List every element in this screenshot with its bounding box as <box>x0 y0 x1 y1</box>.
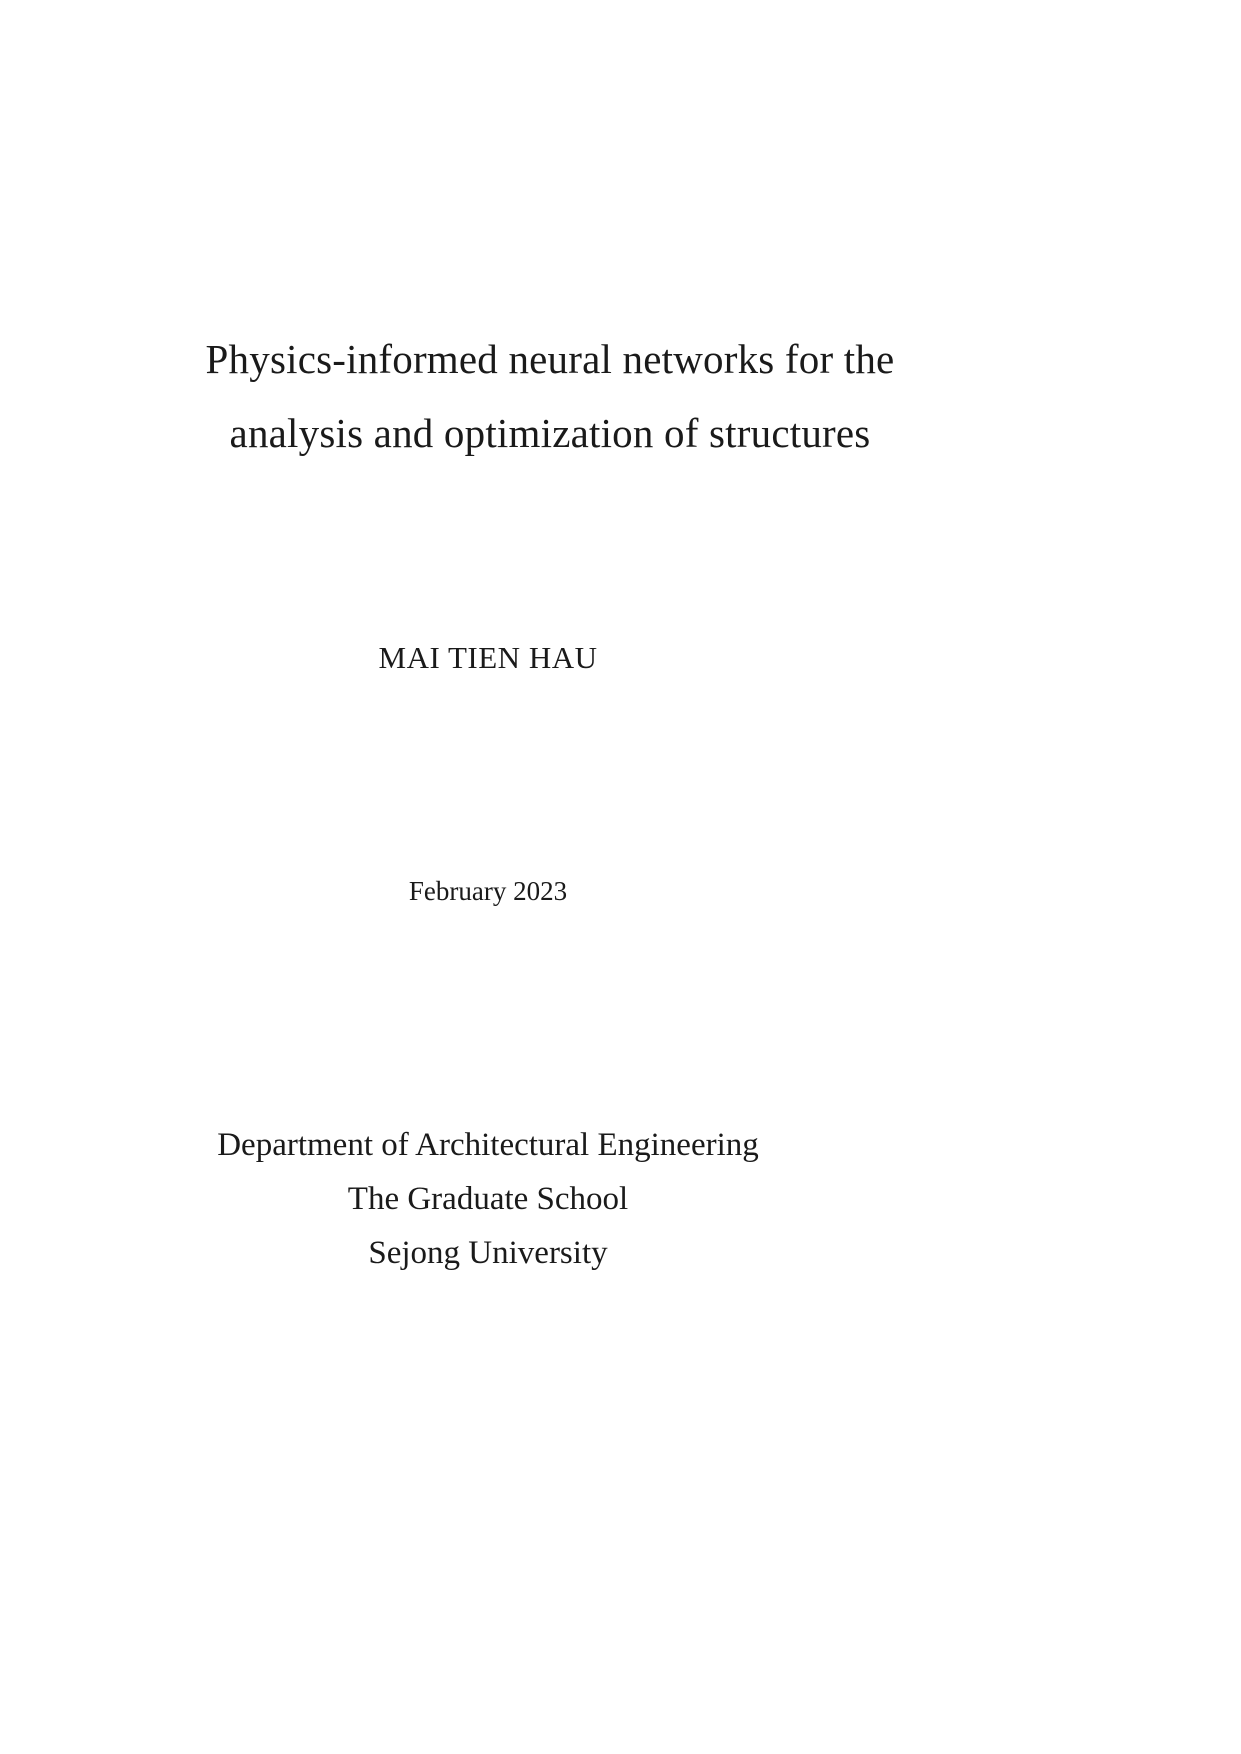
author-name: MAI TIEN HAU <box>378 640 598 675</box>
title-line-1: Physics-informed neural networks for the <box>205 336 895 382</box>
title-line-2: analysis and optimization of structures <box>229 410 871 456</box>
submission-date: February 2023 <box>408 876 568 906</box>
university-name: Sejong University <box>368 1235 608 1271</box>
affiliation-block <box>0 1118 976 1280</box>
school-name: The Graduate School <box>347 1181 629 1217</box>
thesis-title <box>0 322 1100 470</box>
department-name: Department of Architectural Engineering <box>217 1127 759 1163</box>
